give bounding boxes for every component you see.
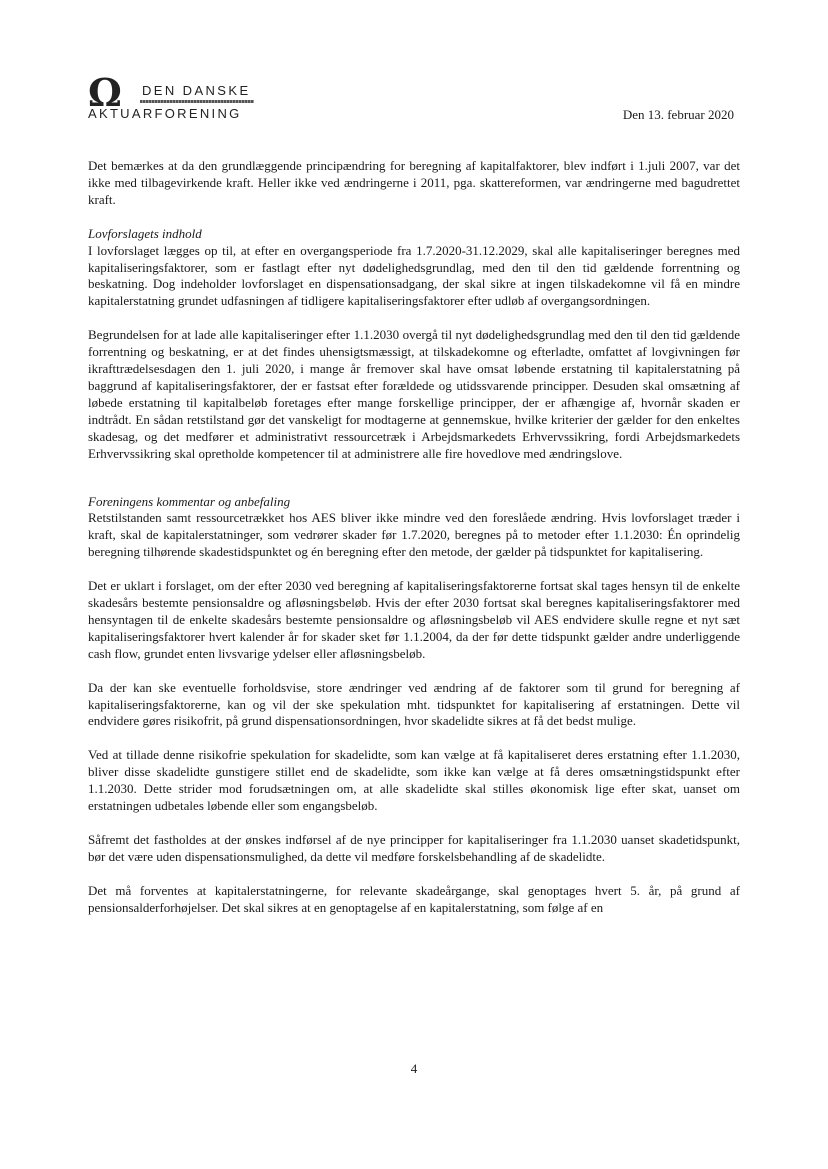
page-number: 4 [410,1061,418,1076]
paragraph-5: Det er uklart i forslaget, om der efter 2030 ved beregning af kapitaliseringsfaktorerne fortsat skal tages hensyn til de enkelte skadesårs bestemte pensionsaldre og afløsningsbeløb. Hvis der efter 2030 fortsat skal beregnes kapitaliseringsfaktorer med hensyntagen til de enkelte skadesårs bestemte pensionsaldre og afløsningsbeløb vil AES endvidere skulle regne et nyt sæt kapitaliseringsfaktorer hvert kalender år for skader sket før 1.1.2004, da der før dette tidspunkt gælder andre underliggende cash flow, grundet enten livsvarige ydelser eller afløsningsbeløb. [88,578,740,661]
paragraph-8: Såfremt det fastholdes at der ønskes indførsel af de nye principper for kapitaliseringer fra 1.1.2030 uanset skadetidspunkt, bør det være uden dispensationsmulighed, da dette vil medføre forskelsbehandling af de skadelidte. [88,832,740,864]
section-heading-lovforslag: Lovforslagets indhold [88,225,202,241]
paragraph-6: Da der kan ske eventuelle forholdsvise, store ændringer ved ændring af de faktorer som til grund for beregning af kapitaliseringsfaktorerne, kan og vil der ske spekulation mht. tidspunktet for kapitalisering af erstatningen. Dette vil endvidere gøres risikofrit, på grund dispensationsordningen, hvor skadelidte sikres at få det bedst mulige. [88,679,740,729]
organization-logo [88,70,268,122]
paragraph-2: I lovforslaget lægges op til, at efter en overgangsperiode fra 1.7.2020-31.12.2029, skal alle kapitaliseringer beregnes med kapitaliseringsfaktorer, som er fastlagt efter nyt dødelighedsgrundlag, med den til den tid gældende forrentning og beskatning. Dog indeholder lovforslaget en dispensationsadgang, der skal sikre at ingen tilskadekomne vil få en mindre kapitalerstatning grundet udfasningen af tidligere kapitaliseringsfaktorer efter udløb af overgangsordningen. [88,242,740,309]
paragraph-7: Ved at tillade denne risikofrie spekulation for skadelidte, som kan vælge at få kapitaliseret deres erstatning efter 1.1.2030, bliver disse skadelidte gunstigere stillet end de skadelidte, som ikke kan vælge at få deres omsætningstidspunkt efter 1.1.2030. Dette strider mod forudsætningen om, at alle skadelidte skal stilles økonomisk lige efter skat, uanset om erstatningen udbetales løbende eller som engangsbeløb. [88,747,740,814]
omega-logo-icon: Ω [88,70,122,115]
paragraph-4: Retstilstanden samt ressourcetrækket hos AES bliver ikke mindre ved den foreslåede ændring. Hvis lovforslaget træder i kraft, skal de kapitalerstatninger, som vedrører skader før 1.7.2020, beregnes på to metoder efter 1.1.2030: Én oprindelig beregning tilhørende skadestidspunktet og én beregning efter den metode, der gælder på tidspunktet for kapitalisering. [88,510,740,560]
paragraph-1: Det bemærkes at da den grundlæggende principændring for beregning af kapitalfaktorer, blev indført i 1.juli 2007, var det ikke med tilbagevirkende kraft. Heller ikke ved ændringerne i 2011, pga. skattereformen, var ændringerne med bagudrettet kraft. [88,158,740,207]
paragraph-9: Det må forventes at kapitalerstatningerne, for relevante skadeårgange, skal genoptages hvert 5. år, på grund af pensionsalderforhøjelser. Det skal sikres at en genoptagelse af en kapitalerstatning, som følge af en [88,882,740,915]
org-name-line2: AKTUARFORENING [88,106,242,121]
paragraph-3: Begrundelsen for at lade alle kapitaliseringer efter 1.1.2030 overgå til nyt dødelighedsgrundlag med den til den tid gældende forrentning og beskatning, er at det findes uhensigtsmæssigt, at tilskadekomne og efterladte, omfattet af lovgivningen før ikrafttrædelsesdagen den 1. juli 2020, i mange år fremover skal have omsat løbende erstatning til kapitalerstatning på baggrund af kapitaliseringsfaktorer, der er fastsat efter forældede og utidssvarende principper. Desuden skal omsætning af løbede erstatning til kapitalbeløb foretages efter mange forskellige principper, der er afhængige af, hvornår skaden er indtrådt. En sådan retstilstand gør det vanskeligt for modtagerne at gennemskue, hvilke kriterier der gælder for den enkeltes skadesag, og det medfører et administrativt ressourcetræk i Arbejdsmarkedets Erhvervssikring, fordi Arbejdsmarkedets Erhvervssikring skal opretholde kompetencer til at administrere alle fire hovedlove med ændringslove. [88,327,740,461]
document-body [88,158,740,917]
org-name-line1: DEN DANSKE [142,83,251,98]
section-heading-kommentar: Foreningens kommentar og anbefaling [88,493,291,509]
document-date: Den 13. februar 2020 [622,107,734,122]
logo-divider [140,100,254,103]
